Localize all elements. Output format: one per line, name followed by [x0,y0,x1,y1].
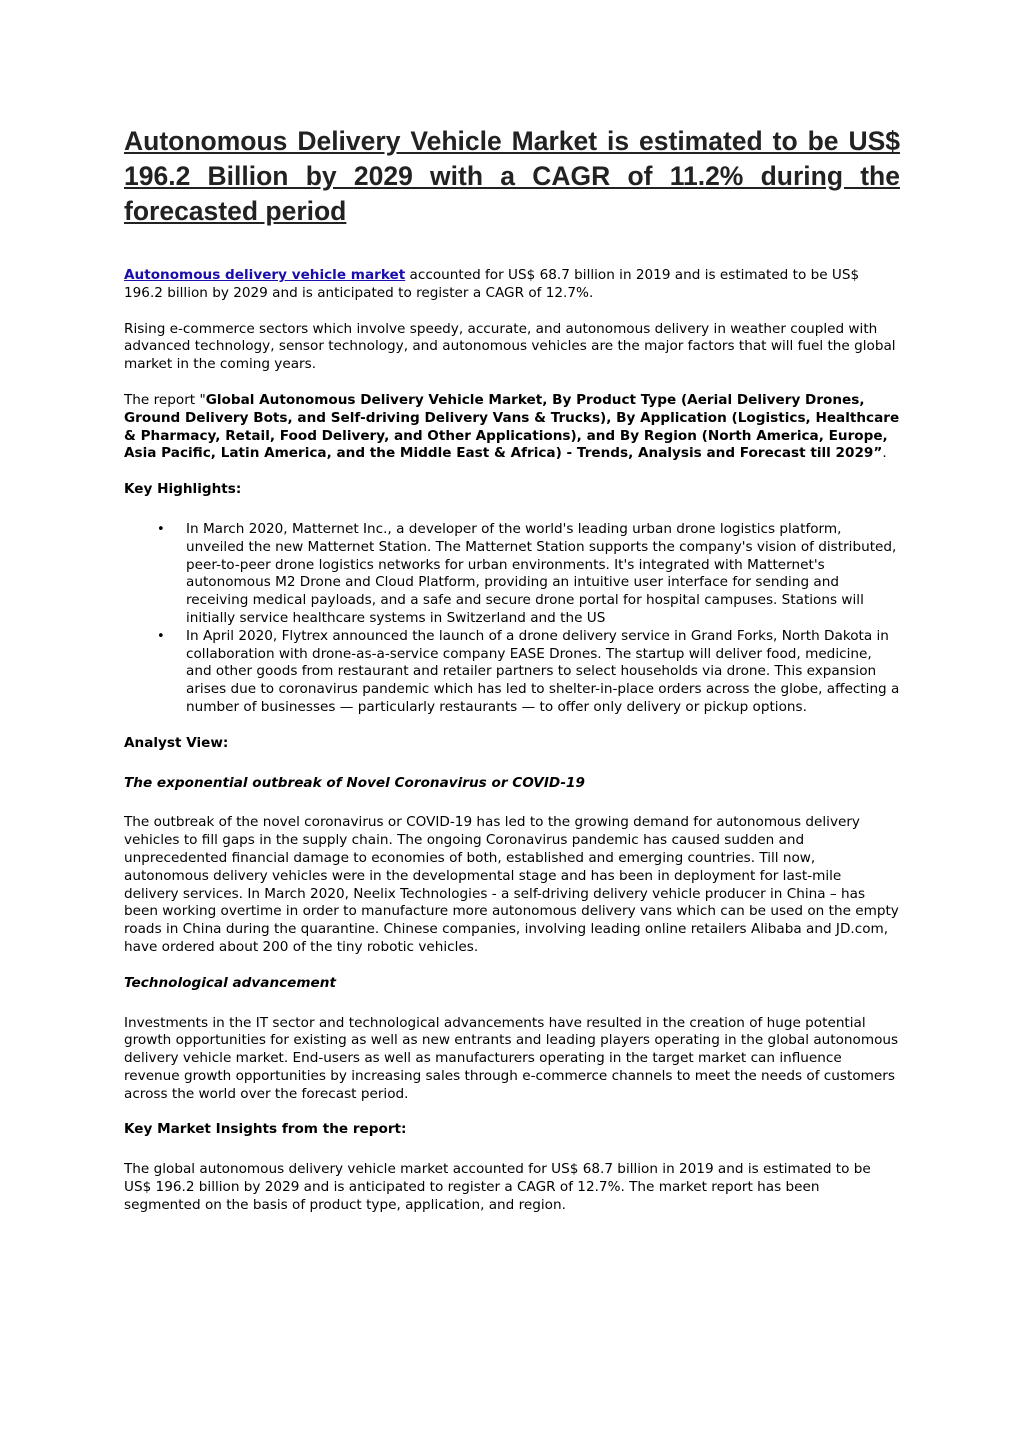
list-item [157,627,900,717]
report-suffix: . [882,445,887,462]
list-item [157,520,900,628]
report-title: Global Autonomous Delivery Vehicle Market, By Product Type (Aerial Delivery Drones, Ground Delivery Bots, and Self-driving Delivery Vans & Trucks), By Application (Logistics, Healthcare & Pharmacy, Retail, Food Delivery, and Other Applications), and By Region (North America, Europe, Asia Pacific, Latin America, and the Middle East & Africa) - Trends, Analysis and Forecast till 2029” [124,391,900,462]
covid-paragraph: The outbreak of the novel coronavirus or COVID-19 has led to the growing demand for autonomous delivery vehicles to fill gaps in the supply chain. The ongoing Coronavirus pandemic has caused sudden and unprecedented financial damage to economies of both, established and emerging countries. Till now, autonomous delivery vehicles were in the developmental stage and has been in deployment for last-mile delivery services. In March 2020, Neelix Technologies - a self-driving delivery vehicle producer in China – has been working overtime in order to manufacture more autonomous delivery vans which can be used on the empty roads in China during the quarantine. Chinese companies, involving leading online retailers Alibaba and JD.com, have ordered about 200 of the tiny robotic vehicles. [124,814,899,955]
analyst-view-heading: Analyst View: [124,734,229,751]
rising-paragraph: Rising e-commerce sectors which involve speedy, accurate, and autonomous delivery in weather coupled with advanced technology, sensor technology, and autonomous vehicles are the major factors that will fuel the global market in the coming years. [124,320,896,373]
market-link[interactable]: Autonomous delivery vehicle market [124,267,406,283]
key-highlights-heading: Key Highlights: [124,481,242,498]
insights-heading: Key Market Insights from the report: [124,1121,407,1138]
covid-heading: The exponential outbreak of Novel Coronavirus or COVID-19 [124,774,585,791]
bullet-icon: • [157,628,165,644]
document-page [124,124,900,1233]
intro-paragraph [124,267,900,303]
highlight-text: In April 2020, Flytrex announced the launch of a drone delivery service in Grand Forks, North Dakota in collaboration with drone-as-a-service company EASE Drones. The startup will deliver food, medicine, and other goods from restaurant and retailer partners to select households via drone. This expansion arises due to coronavirus pandemic which has led to shelter-in-place orders across the globe, affecting a number of businesses — particularly restaurants — to offer only delivery or pickup options. [186,627,900,715]
bullet-icon: • [157,521,165,537]
tech-heading: Technological advancement [124,974,336,991]
tech-paragraph: Investments in the IT sector and technological advancements have resulted in the creation of huge potential growth opportunities for existing as well as new entrants and leading players operating in the global autonomous delivery vehicle market. End-users as well as manufacturers operating in the target market can influence revenue growth opportunities by increasing sales through e-commerce channels to meet the needs of customers across the world over the forecast period. [124,1014,899,1102]
page-title: Autonomous Delivery Vehicle Market is estimated to be US$ 196.2 Billion by 2029 with a CAGR of 11.2% during the forecasted period [124,126,900,226]
highlight-text: In March 2020, Matternet Inc., a developer of the world's leading urban drone logistics platform, unveiled the new Matternet Station. The Matternet Station supports the company's vision of distributed, peer-to-peer drone logistics networks for urban environments. It's integrated with Matternet's autonomous M2 Drone and Cloud Platform, providing an intuitive user interface for sending and receiving medical payloads, and a safe and secure drone portal for hospital campuses. Stations will initially service healthcare systems in Switzerland and the US [186,520,897,626]
highlights-list [124,521,900,717]
intro-text: accounted for US$ 68.7 billion in 2019 and is estimated to be US$ 196.2 billion by 2029 and is anticipated to register a CAGR of 12.7%. [124,267,860,301]
report-paragraph [124,392,900,463]
report-prefix: The report " [124,391,206,408]
insights-paragraph: The global autonomous delivery vehicle market accounted for US$ 68.7 billion in 2019 and is estimated to be US$ 196.2 billion by 2029 and is anticipated to register a CAGR of 12.7%. The market report has been segmented on the basis of product type, application, and region. [124,1161,871,1213]
